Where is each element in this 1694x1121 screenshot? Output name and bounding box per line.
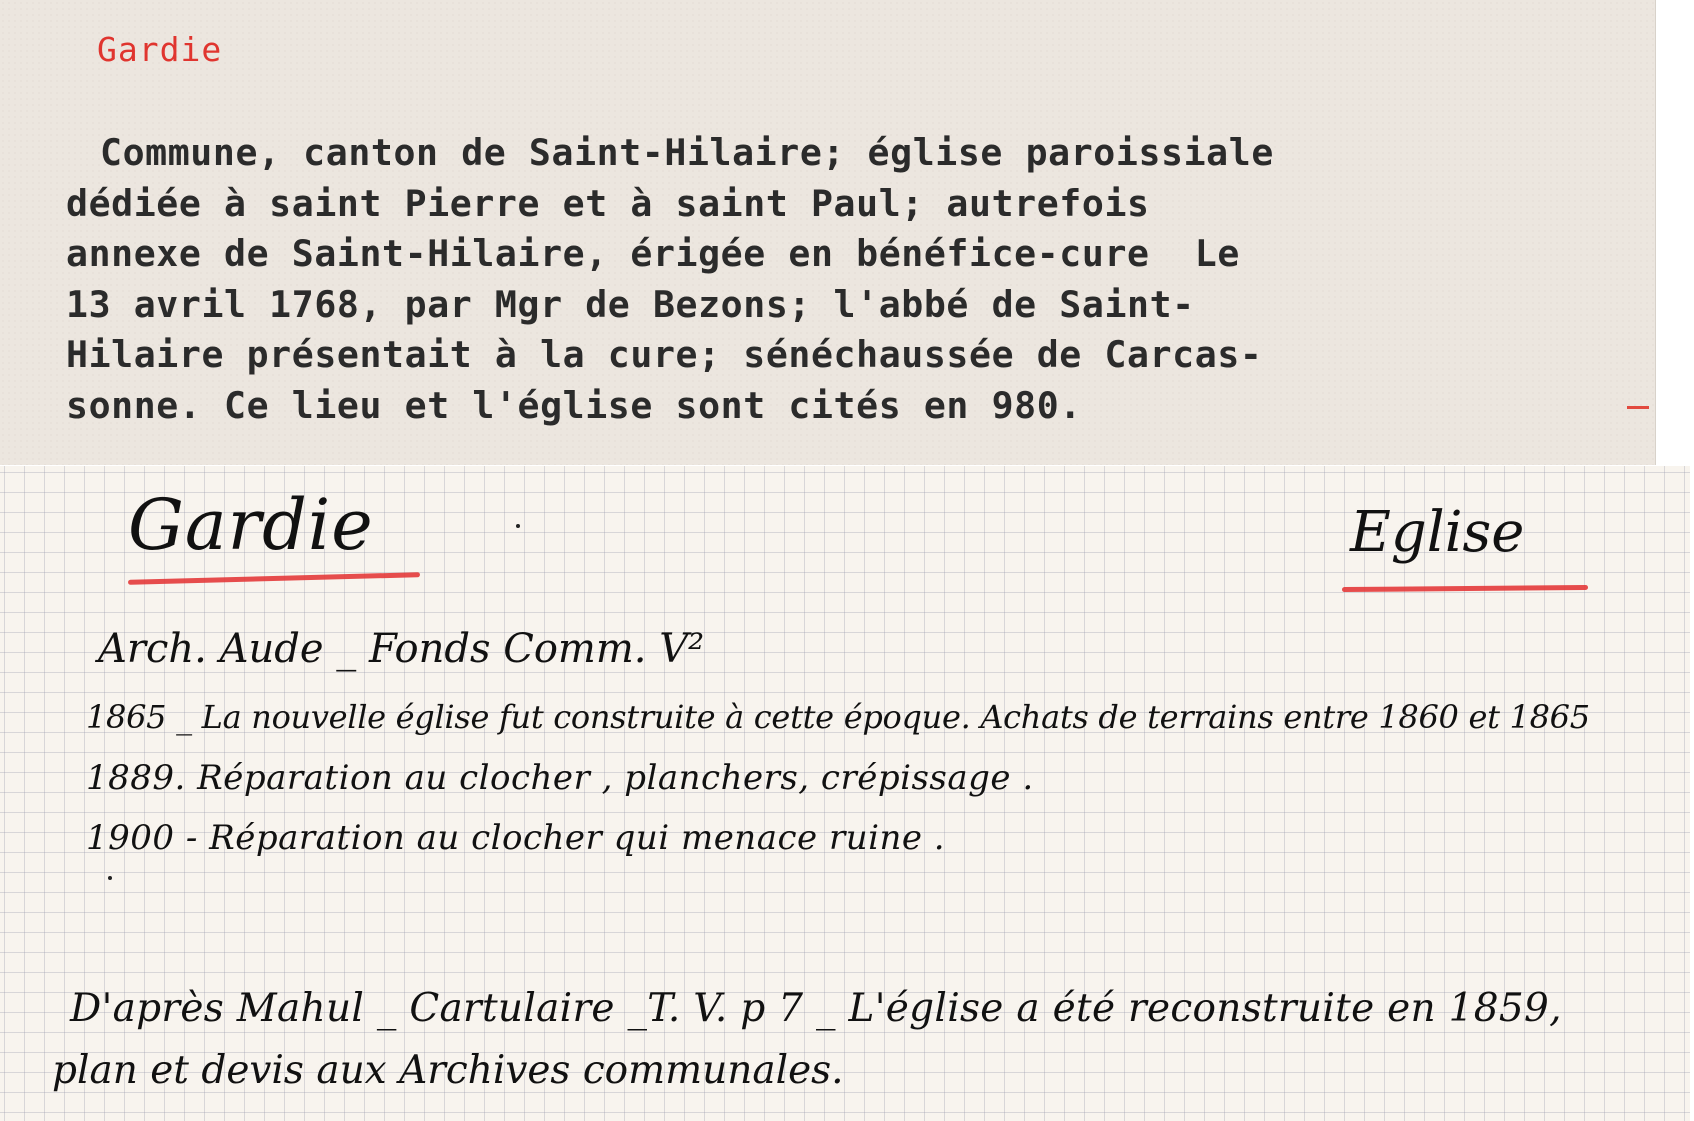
typed-line: Hilaire présentait à la cure; sénéchaussée de Carcas- — [66, 333, 1263, 376]
handwritten-title: Gardie — [128, 484, 374, 566]
history-entry: 1900 - Réparation au clocher qui menace ruine . — [86, 818, 946, 858]
typed-card-body — [66, 128, 1666, 431]
history-entry: 1889. Réparation au clocher , planchers, crépissage . — [86, 758, 1034, 798]
typed-line: 13 avril 1768, par Mgr de Bezons; l'abbé de Saint- — [66, 282, 1195, 326]
red-mark — [1627, 406, 1649, 409]
typed-line: Commune, canton de Saint-Hilaire; église paroissiale — [100, 131, 1274, 174]
typed-line: annexe de Saint-Hilaire, érigée en bénéfice-cure Le — [66, 232, 1240, 275]
typed-card-title: Gardie — [97, 30, 223, 69]
history-entry: 1865 _ La nouvelle église fut construite à cette époque. Achats de terrains entre 1860 et 1865 — [86, 698, 1590, 736]
archive-reference: Arch. Aude _ Fonds Comm. V² — [98, 626, 705, 672]
handwritten-subject: Eglise — [1350, 500, 1525, 565]
source-note-line: plan et devis aux Archives communales. — [52, 1048, 844, 1093]
ink-dot — [516, 524, 520, 528]
source-note-line: D'après Mahul _ Cartulaire _T. V. p 7 _ L'église a été reconstruite en 1859, — [70, 986, 1562, 1031]
typed-line: dédiée à saint Pierre et à saint Paul; autrefois — [66, 181, 1150, 225]
title-underline — [128, 572, 420, 585]
subject-underline — [1342, 585, 1588, 592]
ink-dot — [108, 876, 112, 880]
typed-index-card — [0, 0, 1656, 465]
typed-line: sonne. Ce lieu et l'église sont cités en 980. — [66, 383, 1082, 427]
handwritten-index-card — [0, 466, 1690, 1121]
